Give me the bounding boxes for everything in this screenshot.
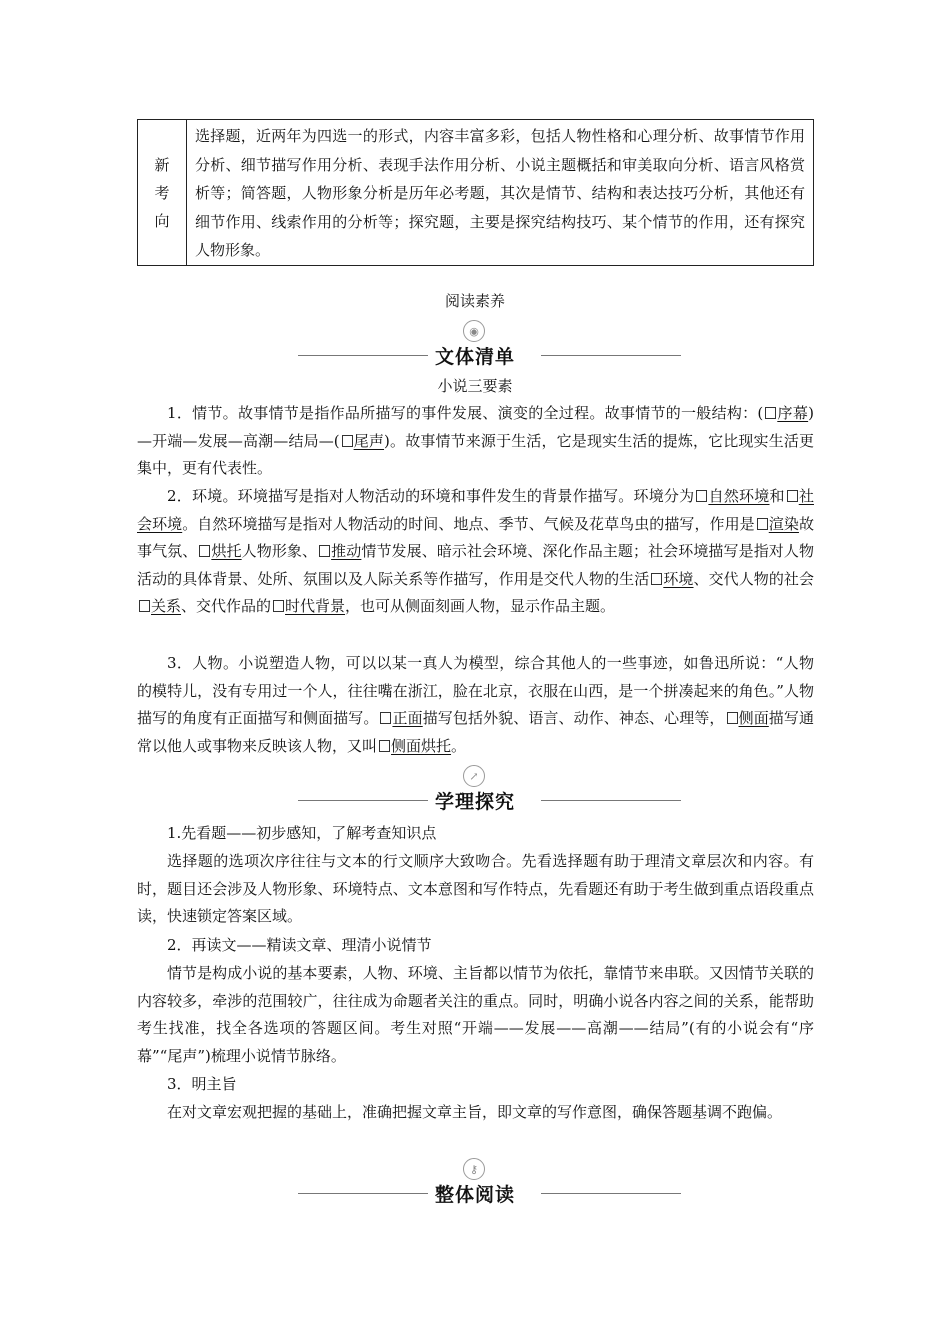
text: 。自然环境描写是指对人物活动的时间、地点、季节、气候及花草鸟虫的描写，作用是 <box>182 514 755 533</box>
location-pin-icon: ◉ <box>463 320 485 342</box>
text: )。故事情节来源于生活，它是现实生活的提炼，它比现实生活更集中，更有代表性。 <box>137 431 814 477</box>
checkbox-icon <box>765 407 776 419</box>
checkbox-icon <box>273 600 284 612</box>
checkbox-icon <box>787 490 798 502</box>
banner-study-inquiry <box>0 765 950 825</box>
divider <box>541 800 681 801</box>
checkbox-icon <box>696 490 707 502</box>
text: 、交代人物的社会 <box>693 569 814 588</box>
banner-title: 文体清单 <box>434 346 515 368</box>
banner-title: 学理探究 <box>434 791 515 813</box>
banner-overall-reading <box>0 1158 950 1218</box>
exam-direction-label <box>138 120 187 265</box>
answer-blank: 时代背景 <box>271 597 345 615</box>
answer-blank: 侧面 <box>725 709 769 727</box>
text: 描写通常以他人或事物来反映该人物，又叫 <box>137 709 814 755</box>
checkbox-icon <box>139 600 150 612</box>
divider <box>541 355 681 356</box>
study-paragraph-3: 在对文章宏观把握的基础上，准确把握文章主旨，即文章的写作意图，确保答题基调不跑偏。 <box>167 1103 783 1121</box>
study-paragraph-2: 情节是构成小说的基本要素，人物、环境、主旨都以情节为依托，靠情节来串联。又因情节关联的内容较多，牵涉的范围较广，往往成为命题者关注的重点。同时，明确小说各内容之间的关系，能帮助考生找准，找全各选项的答题区间。考生对照“开端——发展——高潮——结局”(有的小说会有“序幕”“尾声”)梳理小说情节脉络。 <box>137 964 814 1065</box>
character-paragraph <box>137 650 814 760</box>
checkbox-icon <box>379 740 390 752</box>
answer-blank: 关系 <box>137 597 181 615</box>
checkbox-icon <box>319 545 330 557</box>
exam-direction-text: 选择题，近两年为四选一的形式，内容丰富多彩，包括人物性格和心理分析、故事情节作用分析、细节描写作用分析、表现手法作用分析、小说主题概括和审美取向分析、语言风格赏析等；简答题，人物形象分析是历年必考题，其次是情节、结构和表达技巧分析，其他还有细节作用、线索作用的分析等；探究题，主要是探究结构技巧、某个情节的作用，还有探究人物形象。 <box>195 127 805 259</box>
study-heading-1: 1.先看题——初步感知，了解考查知识点 <box>167 824 437 842</box>
text: 描写包括外貌、语言、动作、神态、心理等， <box>422 709 725 727</box>
text: ，也可从侧面刻画人物，显示作品主题。 <box>345 597 616 615</box>
environment-paragraph <box>137 483 814 621</box>
text: 人物形象、 <box>241 542 318 560</box>
checkbox-icon <box>199 545 210 557</box>
checkbox-icon <box>727 712 738 724</box>
answer-blank: 环境 <box>649 570 693 588</box>
exam-direction-table <box>137 119 814 266</box>
answer-blank: 正面 <box>378 709 422 727</box>
answer-blank: 侧面烘托 <box>377 737 451 755</box>
study-paragraph-1: 选择题的选项次序往往与文本的行文顺序大致吻合。先看选择题有助于理清文章层次和内容。有时，题目还会涉及人物形象、环境特点、文本意图和写作特点，先看题还有助于考生做到重点语段重点读，快速锁定答案区域。 <box>137 852 814 925</box>
text: 。 <box>451 736 467 755</box>
text: 情节发展、暗示社会环境、深化作品主题；社会环境描写是指对人物活动的具体背景、处所、氛围以及人际关系等作描写，作用是交代人物的生活 <box>137 542 814 588</box>
text: 3．人物。小说塑造人物，可以以某一真人为模型，综合其他人的一些事迹，如鲁迅所说：“人物的模特儿，没有专用过一个人，往往嘴在浙江，脸在北京，衣服在山西，是一个拼凑起来的角色。”人物描写的角度有正面描写和侧面描写。 <box>137 654 814 727</box>
label-char: 向 <box>154 211 170 230</box>
answer-blank: 推动 <box>317 542 361 560</box>
checkbox-icon <box>757 518 768 530</box>
banner-title: 整体阅读 <box>434 1184 515 1206</box>
text: 、交代作品的 <box>181 597 272 615</box>
answer-blank: 自然环境 <box>694 487 769 505</box>
answer-blank: 序幕 <box>763 404 808 422</box>
text: 1．情节。故事情节是指作品所描写的事件发展、演变的全过程。故事情节的一般结构：( <box>167 404 764 422</box>
study-heading-2: 2．再读文——精读文章、理清小说情节 <box>167 936 432 954</box>
checkbox-icon <box>342 435 353 447</box>
trend-icon: ↗ <box>463 765 485 787</box>
checkbox-icon <box>651 573 662 585</box>
text: )—开端—发展—高潮—结局—( <box>137 404 814 450</box>
answer-blank: 渲染 <box>755 515 799 533</box>
subtitle-three-elements: 小说三要素 <box>437 377 513 395</box>
reading-title: 阅读素养 <box>444 292 505 310</box>
answer-blank: 尾声 <box>340 432 384 450</box>
text: 2．环境。环境描写是指对人物活动的环境和事件发生的背景作描写。环境分为 <box>167 487 695 505</box>
checkbox-icon <box>380 712 391 724</box>
text: 和 <box>769 487 785 505</box>
answer-blank: 烘托 <box>197 542 241 560</box>
answer-blank: 社会环境 <box>137 487 814 533</box>
text: 故事气氛、 <box>137 514 814 560</box>
label-char: 考 <box>154 183 170 202</box>
plot-paragraph <box>137 400 814 483</box>
label-char: 新 <box>154 155 170 174</box>
study-heading-3: 3．明主旨 <box>167 1075 237 1093</box>
divider <box>541 1193 681 1194</box>
banner-genre-list <box>0 320 950 380</box>
key-icon: ⚷ <box>463 1158 485 1180</box>
